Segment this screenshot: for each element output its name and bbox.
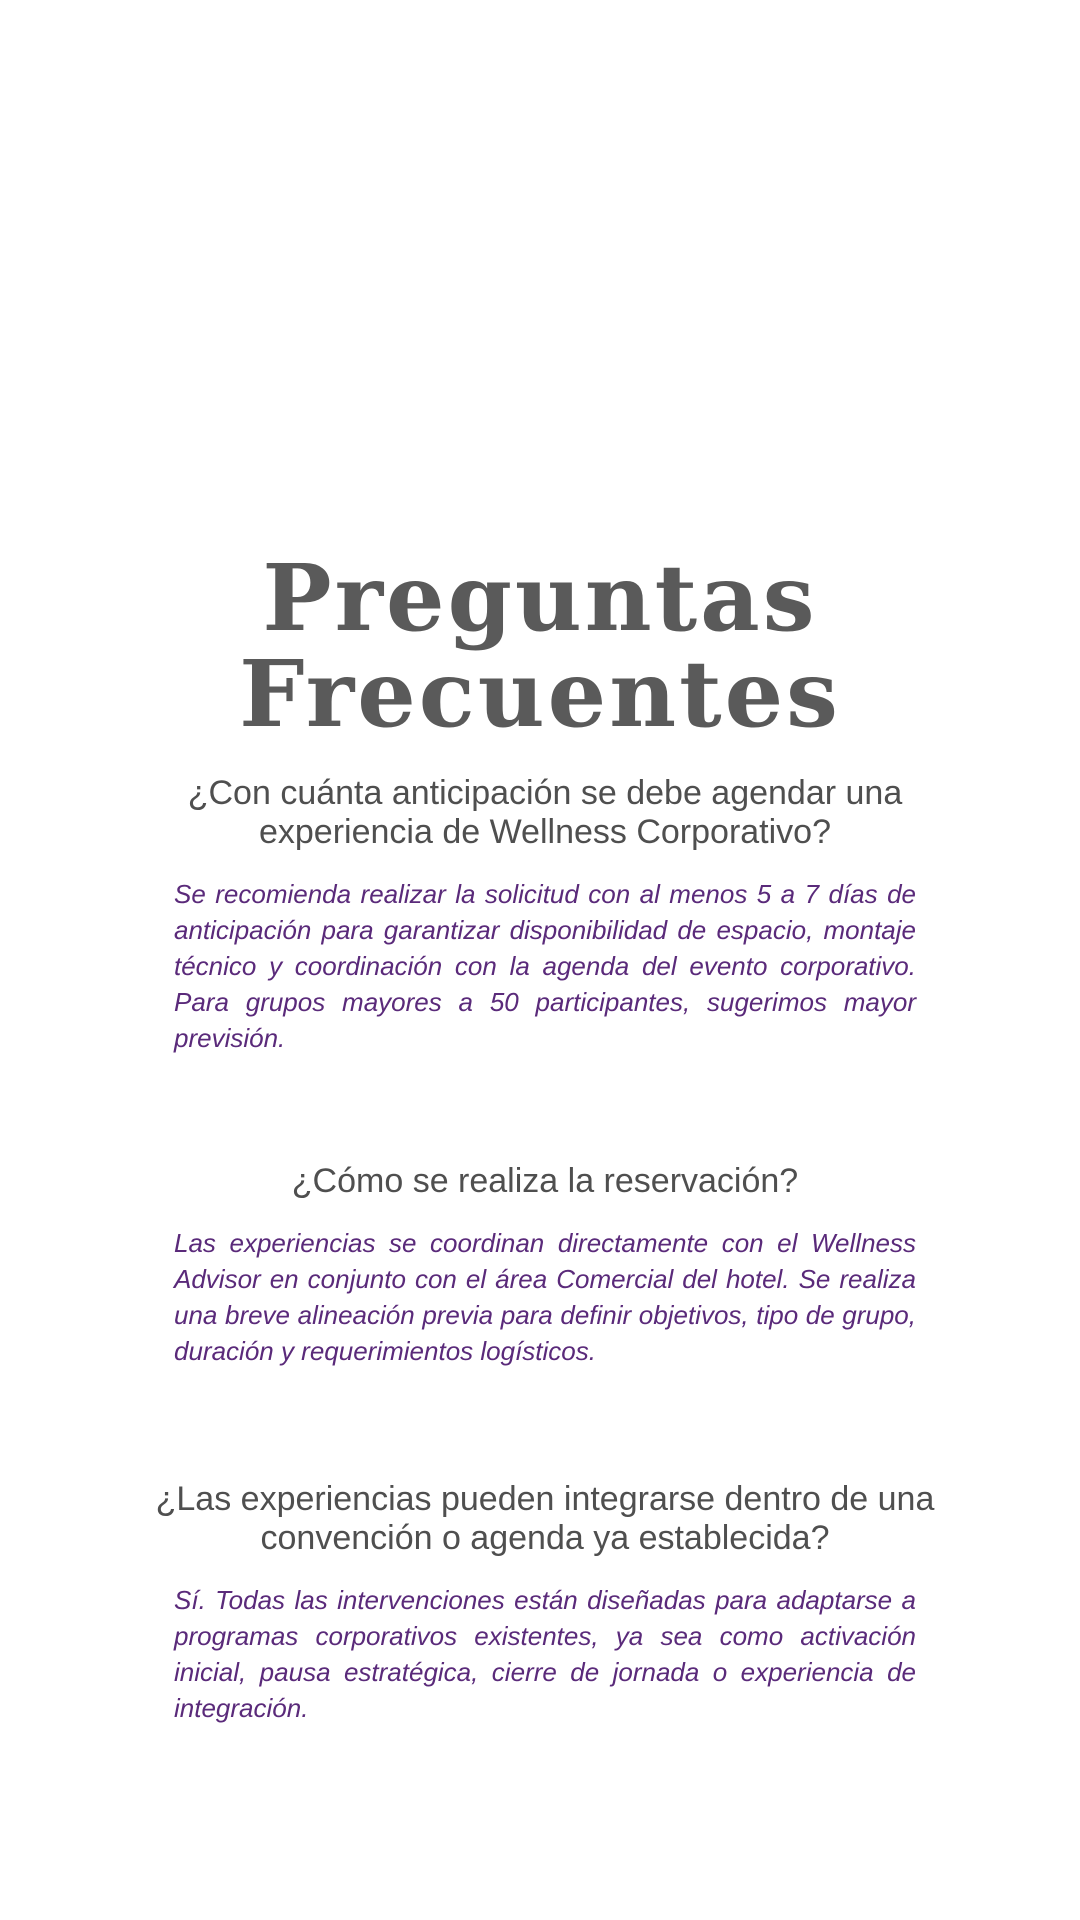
page-title: [0, 543, 1080, 748]
faq-item: [150, 1162, 940, 1369]
faq-question: ¿Con cuánta anticipación se debe agendar una experiencia de Wellness Corporativo?: [187, 774, 903, 851]
faq-question: ¿Cómo se realiza la reservación?: [291, 1162, 799, 1200]
faq-item: [150, 774, 940, 1056]
faq-answer: Se recomienda realizar la solicitud con al menos 5 a 7 días de anticipación para garantizar disponibilidad de espacio, montaje técnico y coordinación con la agenda del evento corporativo. Para grupos mayores a 50 participantes, sugerimos mayor previsión.: [174, 879, 916, 1053]
faq-answer: Sí. Todas las intervenciones están diseñadas para adaptarse a programas corporativos existentes, ya sea como activación inicial, pausa estratégica, cierre de jornada o experiencia de integración.: [174, 1585, 916, 1723]
faq-question: ¿Las experiencias pueden integrarse dentro de una convención o agenda ya establecida?: [155, 1480, 935, 1557]
faq-answer: Las experiencias se coordinan directamente con el Wellness Advisor en conjunto con el área Comercial del hotel. Se realiza una breve alineación previa para definir objetivos, tipo de grupo, duración y requerimientos logísticos.: [174, 1228, 916, 1366]
page-title-line-2: Frecuentes: [239, 639, 841, 748]
faq-item: [150, 1480, 940, 1726]
page-title-line-1: Preguntas: [262, 543, 818, 652]
